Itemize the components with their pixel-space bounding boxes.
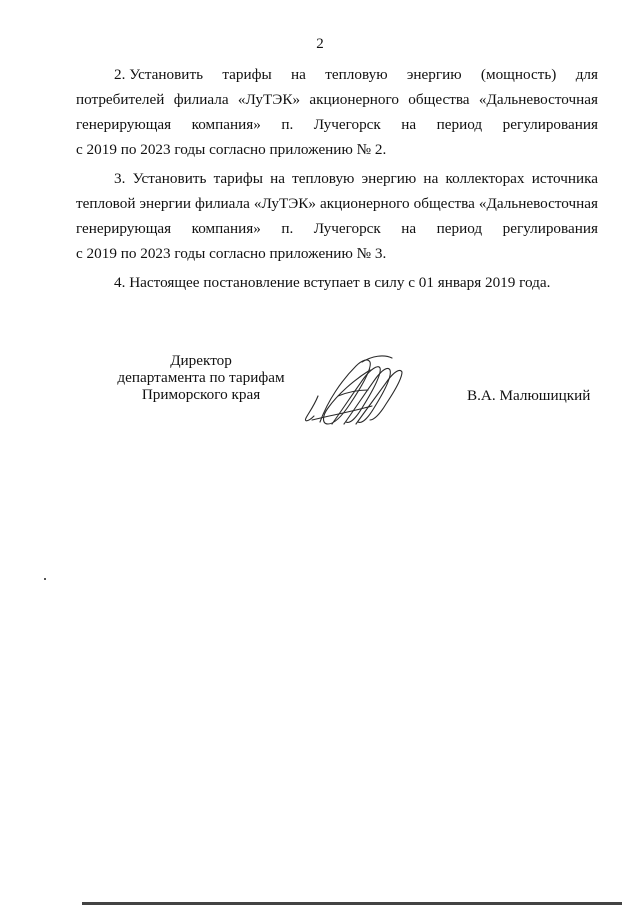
signatory-title-line: Директор bbox=[170, 352, 232, 369]
paragraph-line: потребителей филиала «ЛуТЭК» акционерного общества «Дальневосточная bbox=[76, 91, 598, 108]
paragraph-line: тепловой энергии филиала «ЛуТЭК» акционерного общества «Дальневосточная bbox=[76, 195, 598, 212]
paragraph-3 bbox=[76, 166, 598, 266]
signatory-name: В.А. Малюшицкий bbox=[467, 387, 591, 404]
paragraph-line: с 2019 по 2023 годы согласно приложению № 3. bbox=[76, 245, 387, 262]
paragraph-4 bbox=[76, 270, 598, 295]
paragraph-line: генерирующая компания» п. Лучегорск на период регулирования bbox=[76, 116, 598, 133]
paragraph-line: генерирующая компания» п. Лучегорск на период регулирования bbox=[76, 220, 598, 237]
page-number: 2 bbox=[316, 36, 324, 52]
paragraph-line: с 2019 по 2023 годы согласно приложению № 2. bbox=[76, 141, 387, 158]
paragraph-line: 2. Установить тарифы на тепловую энергию (мощность) для bbox=[114, 66, 598, 83]
paragraph-2 bbox=[76, 62, 598, 162]
paragraph-line: 4. Настоящее постановление вступает в силу с 01 января 2019 года. bbox=[114, 274, 551, 291]
signatory-title bbox=[76, 352, 326, 403]
handwritten-signature bbox=[298, 352, 410, 430]
signatory-title-line: Приморского края bbox=[141, 386, 261, 403]
signatory-title-line: департамента по тарифам bbox=[117, 369, 285, 386]
document-body bbox=[76, 62, 598, 295]
scan-speck bbox=[44, 578, 46, 580]
paragraph-line: 3. Установить тарифы на тепловую энергию на коллекторах источника bbox=[114, 170, 598, 187]
